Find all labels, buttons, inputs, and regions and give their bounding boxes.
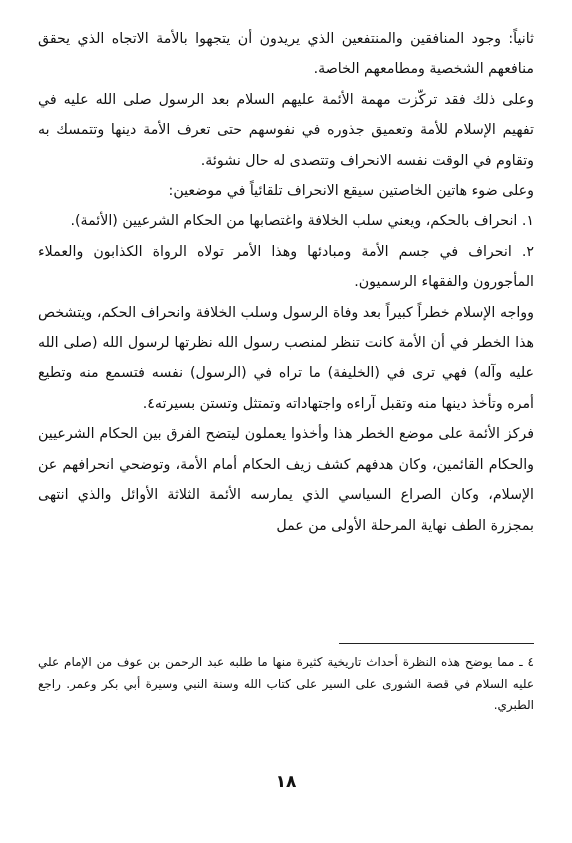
footnote-separator xyxy=(339,643,534,644)
footnote: ٤ ـ مما يوضح هذه النظرة أحداث تاريخية كثيرة منها ما طلبه عبد الرحمن بن عوف من الإمام علي عليه السلام في قصة الشورى على السير على كتاب الله وسنة النبي وسيرة أبي بكر وعمر. راجع الطبري. xyxy=(38,655,534,712)
list-item-deviation-ummah: ٢. انحراف في جسم الأمة ومبادئها وهذا الأمر تولاه الرواة الكذابون والعملاء المأجورون والفقهاء الرسميون. xyxy=(38,243,534,291)
list-item-deviation-rule: ١. انحراف بالحكم، ويعني سلب الخلافة واغتصابها من الحكام الشرعيين (الأئمة). xyxy=(70,213,534,230)
paragraph-imams-focus: فركز الأئمة على موضع الخطر هذا وأخذوا يعملون ليتضح الفرق بين الحكام الشرعيين والحكام القائمين، وكان هدفهم كشف زيف الحكام أمام الأمة، وتوضحي انحرافهم عن الإسلام، وكان الصراع السياسي الذي يمارسه الأئمة الثلاثة الأوائل والذي انتهى بمجزرة الطف نهاية المرحلة الأولى من عمل xyxy=(38,426,534,534)
paragraph-imams-mission: وعلى ذلك فقد تركّزت مهمة الأئمة عليهم السلام بعد الرسول صلى الله عليه في تفهيم الإسلام للأمة وتعميق جذوره في نفوسهم حتى تعرف الأمة دينها وتتمسك به وتقاوم في الوقت نفسه الانحراف وتتصدى له حال نشوئة. xyxy=(38,91,534,169)
paragraph-second-point: ثانياً: وجود المنافقين والمنتفعين الذي يريدون أن يتجهوا بالأمة الاتجاه الذي يحقق منافعهم الشخصية ومطامعهم الخاصة. xyxy=(38,31,534,78)
paragraph-great-danger: وواجه الإسلام خطراً كبيراً بعد وفاة الرسول وسلب الخلافة وانحراف الحكم، ويتشخص هذا الخطر في أن الأمة كانت تنظر لمنصب رسول الله نظرتها لرسول الله (صلى الله عليه وآله) فهي ترى في (الخليفة) ما تراه في (الرسول) نفسه فتسمع منه وتطيع أمره وتأخذ دينها منه وتقبل آراءه واجتهاداته وتمتثل وتستن بسيرته٤. xyxy=(38,304,534,412)
main-text xyxy=(38,24,534,541)
page-number: ١٨ xyxy=(275,772,297,792)
paragraph-two-deviations-intro: وعلى ضوء هاتين الخاصتين سيقع الانحراف تلقائياً في موضعين: xyxy=(168,183,534,200)
